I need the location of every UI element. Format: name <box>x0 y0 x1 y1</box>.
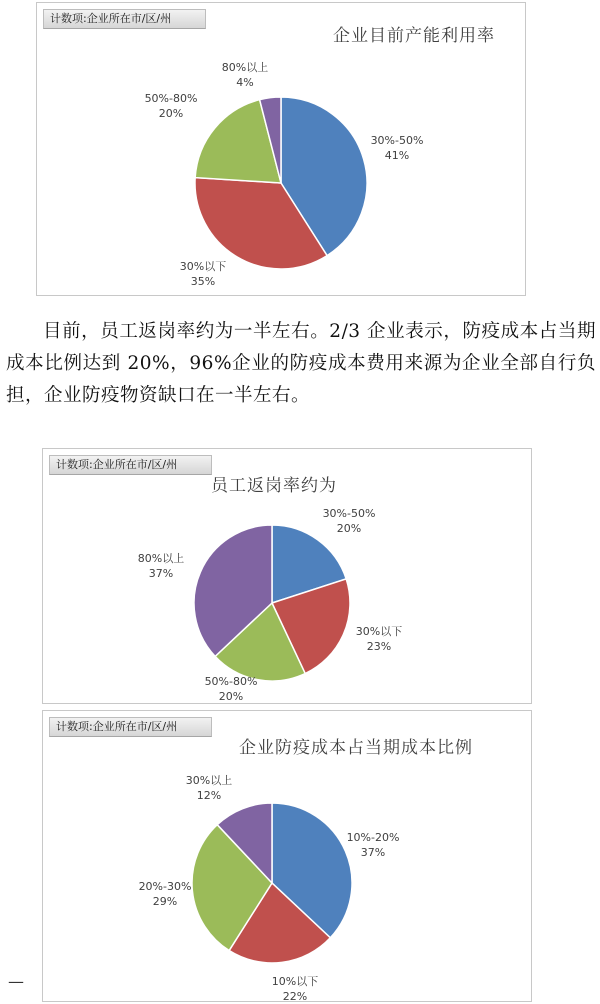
slice-label: 10%-20% <box>346 831 400 844</box>
slice-label: 30%以上 <box>185 774 233 787</box>
filter-label[interactable]: 计数项:企业所在市/区/州 <box>49 455 212 475</box>
slice-percent: 29% <box>152 895 178 908</box>
filter-label[interactable]: 计数项:企业所在市/区/州 <box>49 717 212 737</box>
slice-percent: 37% <box>148 567 174 580</box>
chart-title: 企业防疫成本占当期成本比例 <box>239 738 473 758</box>
slice-label: 80%以上 <box>221 61 269 74</box>
slice-percent: 20% <box>336 522 362 535</box>
chart-panel-epidemic-cost <box>42 710 532 1002</box>
slice-label: 20%-30% <box>138 880 192 893</box>
slice-label: 50%-80% <box>204 675 258 688</box>
chart-title: 企业目前产能利用率 <box>333 26 495 46</box>
slice-percent: 23% <box>366 640 392 653</box>
slice-percent: 35% <box>190 275 216 288</box>
pie-chart-capacity <box>37 3 527 297</box>
slice-percent: 41% <box>384 149 410 162</box>
filter-label[interactable]: 计数项:企业所在市/区/州 <box>43 9 206 29</box>
slice-percent: 37% <box>360 846 386 859</box>
chart-panel-return-rate <box>42 448 532 704</box>
slice-percent: 22% <box>282 990 308 1003</box>
slice-label: 30%以下 <box>179 260 227 273</box>
slice-label: 50%-80% <box>144 92 198 105</box>
chart-title: 员工返岗率约为 <box>211 476 337 496</box>
slice-label: 30%-50% <box>370 134 424 147</box>
slice-percent: 20% <box>158 107 184 120</box>
slice-label: 30%以下 <box>355 625 403 638</box>
footer-mark: — <box>8 972 24 991</box>
slice-label: 80%以上 <box>137 552 185 565</box>
pie-chart-return-rate <box>43 449 533 705</box>
slice-percent: 12% <box>196 789 222 802</box>
pie-chart-epidemic-cost <box>43 711 533 1003</box>
slice-label: 30%-50% <box>322 507 376 520</box>
slice-label: 10%以下 <box>271 975 319 988</box>
paragraph-text: 目前，员工返岗率约为一半左右。2/3 企业表示，防疫成本占当期成本比例达到 20%，96%企业的防疫成本费用来源为企业全部自行负担，企业防疫物资缺口在一半左右。 <box>6 321 596 406</box>
slice-percent: 20% <box>218 690 244 703</box>
chart-panel-capacity <box>36 2 526 296</box>
slice-percent: 4% <box>236 76 254 89</box>
body-paragraph <box>6 316 596 412</box>
